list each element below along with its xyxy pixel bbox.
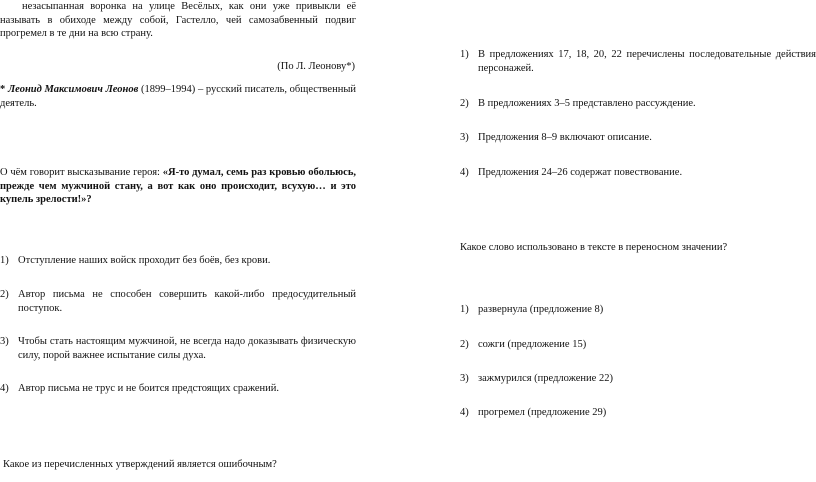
question-text (0, 166, 356, 207)
right-statement-1 (460, 48, 816, 75)
option-text: Чтобы стать настоящим мужчиной, не всегда надо доказывать физическую силу, порой важнее испытание силы духа. (18, 336, 356, 361)
right-statement-3 (460, 131, 816, 145)
question-quote: «Я-то думал, семь раз кровью обольюсь, прежде чем мужчиной стану, а вот как оно происходит, всухую… и это купель зрелости!»? (0, 167, 356, 206)
option-text: В предложениях 3–5 представлено рассуждение. (478, 98, 696, 109)
option-text: В предложениях 17, 18, 20, 22 перечислены последовательные действия персонажей. (478, 49, 816, 74)
option-text: сожги (предложение 15) (478, 339, 587, 350)
option-text: прогремел (предложение 29) (478, 407, 607, 418)
option-text: Предложения 8–9 включают описание. (478, 132, 652, 143)
attribution: (По Л. Леонову*) (277, 61, 355, 72)
option-number: 2) (460, 98, 469, 109)
right-statement-2 (460, 97, 816, 111)
option-text: Автор письма не трус и не боится предстоящих сражений. (18, 383, 279, 394)
intro-paragraph: незасыпанная воронка на улице Весёлых, как они уже привыкли её называть в обиходе между собой, Гастелло, чей самозабвенный подвиг прогремел в те дни на всю страну. (0, 1, 356, 40)
option-number: 1) (460, 49, 469, 60)
question-prefix: О чём говорит высказывание героя: (0, 167, 163, 178)
option-text: Отступление наших войск проходит без боёв, без крови. (18, 255, 271, 266)
option-number: 2) (460, 339, 469, 350)
footnote-name: Леонид Максимович Леонов (7, 84, 139, 95)
left-option-2 (0, 288, 356, 315)
option-number: 4) (460, 167, 469, 178)
option-text: Предложения 24–26 содержат повествование. (478, 167, 683, 178)
right-statement-4 (460, 166, 816, 180)
right-option-1 (460, 303, 816, 317)
option-number: 1) (460, 304, 469, 315)
right-question: Какое слово использовано в тексте в переносном значении? (460, 242, 728, 253)
left-option-1 (0, 254, 356, 268)
right-option-3 (460, 372, 816, 386)
left-option-3 (0, 335, 356, 362)
right-option-2 (460, 338, 816, 352)
option-number: 1) (0, 255, 9, 266)
option-text: зажмурился (предложение 22) (478, 373, 613, 384)
left-option-4 (0, 382, 356, 396)
option-text: развернула (предложение 8) (478, 304, 604, 315)
footnote-text: (1899–1994) – русский писатель, общественный деятель. (0, 84, 357, 109)
option-number: 2) (0, 289, 9, 300)
footnote-star: * (0, 84, 8, 95)
option-number: 3) (0, 336, 9, 347)
right-option-4 (460, 406, 816, 420)
option-number: 3) (460, 373, 469, 384)
option-number: 3) (460, 132, 469, 143)
option-number: 4) (460, 407, 469, 418)
footnote (0, 83, 356, 110)
option-text: Автор письма не способен совершить какой-либо предосудительный поступок. (18, 289, 356, 314)
bottom-question: Какое из перечисленных утверждений является ошибочным? (3, 459, 277, 470)
option-number: 4) (0, 383, 9, 394)
